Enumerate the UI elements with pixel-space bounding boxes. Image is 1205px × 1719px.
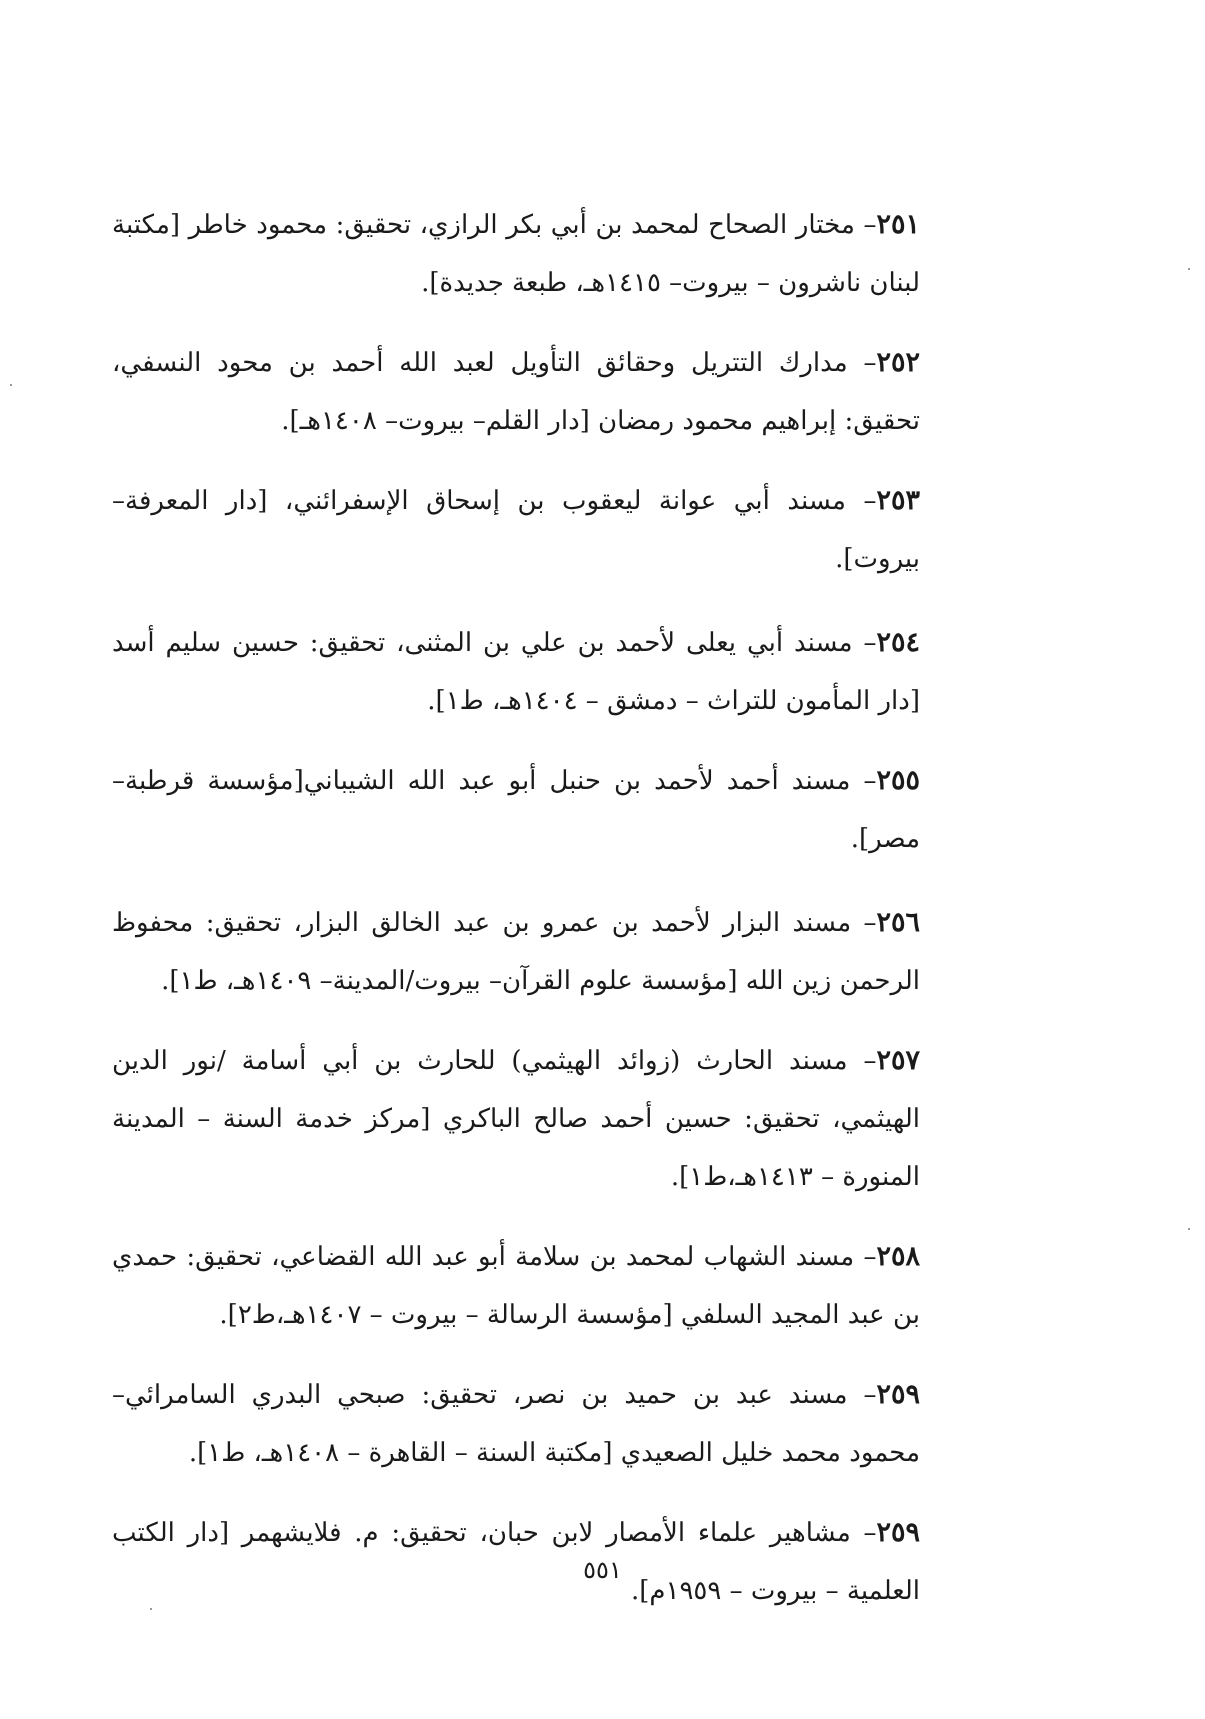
entry-text: – مسند عبد بن حميد بن نصر، تحقيق: صبحي البدري السامرائي– محمود محمد خليل الصعيدي [مكتبة السنة – القاهرة – ١٤٠٨هـ، ط١]. xyxy=(112,1380,920,1468)
scan-speck xyxy=(150,1608,152,1610)
bibliography-entry xyxy=(112,894,920,1010)
entry-text: – مشاهير علماء الأمصار لابن حبان، تحقيق: م. فلايشهمر [دار الكتب العلمية – بيروت – ١٩٥٩م]. xyxy=(112,1518,920,1606)
entry-number: ٢٥٥ xyxy=(876,765,920,796)
entry-text: – مسند أحمد لأحمد بن حنبل أبو عبد الله الشيباني[مؤسسة قرطبة– مصر]. xyxy=(112,766,920,854)
bibliography-entry xyxy=(112,334,920,450)
entry-text: – مختار الصحاح لمحمد بن أبي بكر الرازي، تحقيق: محمود خاطر [مكتبة لبنان ناشرون – بيروت– ١٤١٥هـ، طبعة جديدة]. xyxy=(112,210,920,298)
scan-speck xyxy=(1188,268,1190,270)
bibliography-entry xyxy=(112,752,920,868)
entry-number: ٢٥٩ xyxy=(876,1517,920,1548)
entry-text: – مدارك التتريل وحقائق التأويل لعبد الله أحمد بن محود النسفي، تحقيق: إبراهيم محمود رمضان [دار القلم– بيروت– ١٤٠٨هـ]. xyxy=(112,348,920,436)
entry-number: ٢٥٤ xyxy=(876,627,920,658)
bibliography-entry xyxy=(112,1366,920,1482)
entry-text: – مسند أبي يعلى لأحمد بن علي بن المثنى، تحقيق: حسين سليم أسد [دار المأمون للتراث – دمشق – ١٤٠٤هـ، ط١]. xyxy=(112,628,920,716)
entry-number: ٢٥٢ xyxy=(876,347,920,378)
entry-number: ٢٥٦ xyxy=(876,907,920,938)
bibliography-entry xyxy=(112,1032,920,1206)
bibliography-list xyxy=(112,196,920,1642)
entry-text: – مسند أبي عوانة ليعقوب بن إسحاق الإسفرائني، [دار المعرفة– بيروت]. xyxy=(112,486,920,574)
entry-number: ٢٥٧ xyxy=(876,1045,920,1076)
entry-number: ٢٥١ xyxy=(876,209,920,240)
bibliography-entry xyxy=(112,196,920,312)
entry-number: ٢٥٣ xyxy=(876,485,920,516)
entry-text: – مسند الشهاب لمحمد بن سلامة أبو عبد الله القضاعي، تحقيق: حمدي بن عبد المجيد السلفي [مؤسسة الرسالة – بيروت – ١٤٠٧هـ،ط٢]. xyxy=(112,1242,920,1330)
entry-number: ٢٥٨ xyxy=(876,1241,920,1272)
bibliography-entry xyxy=(112,614,920,730)
entry-text: – مسند البزار لأحمد بن عمرو بن عبد الخالق البزار، تحقيق: محفوظ الرحمن زين الله [مؤسسة علوم القرآن– بيروت/المدينة– ١٤٠٩هـ، ط١]. xyxy=(112,908,920,996)
page-number: ٥٥١ xyxy=(583,1556,622,1584)
scan-speck xyxy=(10,384,12,386)
bibliography-entry xyxy=(112,472,920,588)
scan-speck xyxy=(1188,1228,1190,1230)
entry-text: – مسند الحارث (زوائد الهيثمي) للحارث بن أبي أسامة /نور الدين الهيثمي، تحقيق: حسين أحمد صالح الباكري [مركز خدمة السنة – المدينة المنورة – ١٤١٣هـ،ط١]. xyxy=(112,1046,920,1192)
bibliography-entry xyxy=(112,1228,920,1344)
entry-number: ٢٥٩ xyxy=(876,1379,920,1410)
